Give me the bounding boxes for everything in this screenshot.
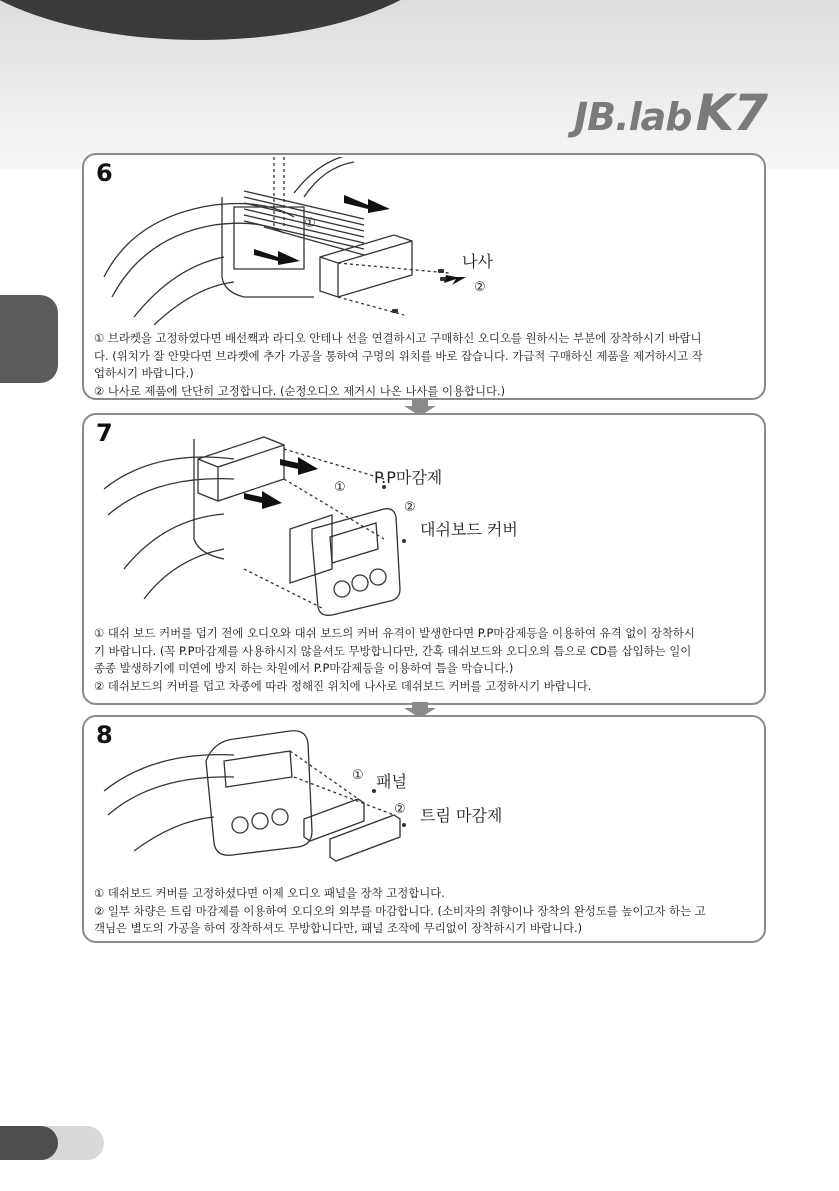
step-6-description bbox=[94, 330, 754, 400]
desc-line: 다. (위치가 잘 안맞다면 브라켓에 추가 가공을 통하여 구멍의 위치를 바로 잡습니다. 가급적 구매하신 제품을 제거하시고 작 bbox=[94, 348, 703, 363]
desc-line: 종종 발생하기에 미연에 방지 하는 차원에서 P.P마감제등을 이용하여 틈을 막습니다.) bbox=[94, 661, 514, 675]
callout-one: ① bbox=[334, 480, 346, 495]
desc-line: ① 브라켓을 고정하였다면 배선짹과 라디오 안테나 선을 연결하시고 구매하신 오디오를 원하시는 부분에 장착하시기 바랍니 bbox=[94, 331, 702, 345]
callout-two: ② bbox=[394, 802, 406, 817]
callout-screw: 나사 bbox=[462, 252, 493, 271]
brand-logo bbox=[574, 84, 767, 142]
desc-line: 기 바랍니다. (꼭 P.P마감제를 사용하시지 않을셔도 무방합니다만, 간혹 데쉬보드와 오디오의 틈으로 CD를 삽입하는 일이 bbox=[94, 643, 692, 658]
callout-trim: 트림 마감제 bbox=[420, 806, 503, 825]
step-number: 6 bbox=[96, 159, 113, 187]
step-8-illustration bbox=[94, 721, 754, 881]
step-number: 8 bbox=[96, 721, 113, 749]
step-8-panel bbox=[82, 715, 766, 943]
step-7-illustration bbox=[94, 419, 754, 619]
step-6-illustration bbox=[94, 157, 754, 325]
brand-name: JB.lab bbox=[574, 95, 692, 139]
desc-line: 객님은 별도의 가공을 하여 장착하셔도 무방합니다만, 패널 조작에 무리없이 장착하시기 바랍니다.) bbox=[94, 921, 583, 935]
desc-line: 업하시기 바랍니다.) bbox=[94, 366, 194, 380]
brand-model: K7 bbox=[695, 84, 767, 142]
callout-dash-cover: 대쉬보드 커버 bbox=[420, 520, 518, 539]
callout-two: ② bbox=[404, 500, 416, 515]
desc-line: ① 대쉬 보드 커버를 덥기 전에 오디오와 대쉬 보드의 커버 유격이 발생한다면 P.P마감제등을 이용하여 유격 없이 장착하시 bbox=[94, 626, 695, 640]
step-7-panel bbox=[82, 413, 766, 705]
step-6-panel bbox=[82, 153, 766, 400]
chapter-side-tab bbox=[0, 295, 58, 383]
step-number: 7 bbox=[96, 419, 113, 447]
page-tab bbox=[0, 1126, 58, 1160]
callout-two: ② bbox=[474, 280, 486, 295]
desc-line: ② 데쉬보드의 커버를 덥고 차종에 따라 정해진 위치에 나사로 데쉬보드 커버를 고정하시기 바랍니다. bbox=[94, 678, 592, 693]
callout-pp: P.P마감제 bbox=[374, 468, 443, 487]
callout-panel: 패널 bbox=[376, 772, 407, 791]
callout-one: ① bbox=[304, 216, 316, 231]
desc-line: ① 데쉬보드 커버를 고정하셨다면 이제 오디오 패널을 장착 고정합니다. bbox=[94, 886, 445, 900]
step-8-description bbox=[94, 885, 754, 938]
callout-one: ① bbox=[352, 768, 364, 783]
desc-line: ② 일부 차량은 트림 마감제를 이용하여 오디오의 외부를 마감합니다. (소비자의 취향이나 장착의 완성도를 높이고자 하는 고 bbox=[94, 903, 706, 918]
desc-line: ② 나사로 제품에 단단히 고정합니다. (순정오디오 제거시 나온 나사를 이용합니다.) bbox=[94, 383, 506, 398]
step-7-description bbox=[94, 625, 754, 695]
